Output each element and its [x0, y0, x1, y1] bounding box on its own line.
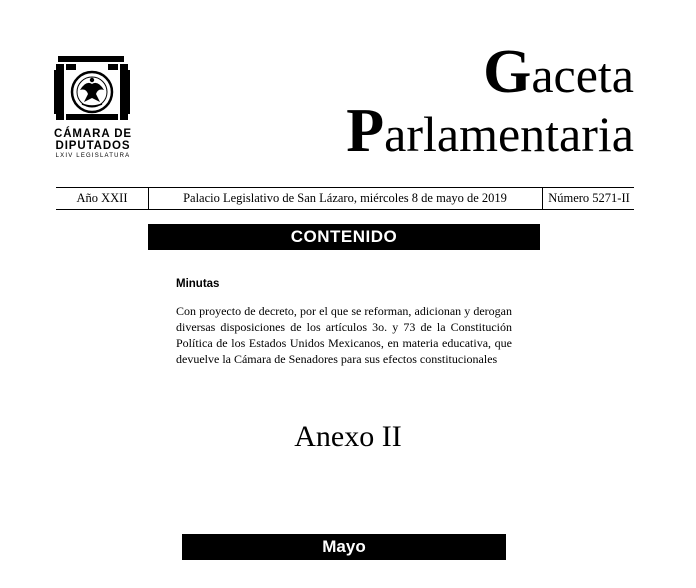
eagle-seal-icon [52, 50, 132, 128]
title-initial-g: G [483, 38, 532, 106]
title-line-gaceta [346, 38, 634, 106]
publication-title [346, 38, 634, 165]
title-initial-p: P [346, 97, 385, 165]
issue-place-date: Palacio Legislativo de San Lázaro, miércoles 8 de mayo de 2019 [183, 191, 507, 205]
logo-text-diputados: DIPUTADOS [55, 140, 131, 152]
title-line-parlamentaria [346, 97, 634, 165]
month-band: Mayo [182, 534, 506, 560]
title-rest-arlamentaria: arlamentaria [384, 106, 634, 162]
contents-band: CONTENIDO [148, 224, 540, 250]
logo-text-camara: CÁMARA DE [54, 128, 132, 140]
title-rest-aceta: aceta [531, 47, 634, 103]
section-body-text: Con proyecto de decreto, por el que se reforman, adicionan y derogan diversas disposiciones de los artículos 3o. y 73 de la Constitución Política de los Estados Unidos Mexicanos, en materia educativa, que devuelve la Cámara de Senadores para sus efectos constitucionales [176, 304, 512, 366]
section-heading: Minutas [176, 278, 220, 290]
issue-number: Número 5271-II [542, 188, 635, 209]
issue-year: Año XXII [56, 188, 149, 209]
issue-header-bar [56, 187, 634, 210]
logo-text-legislatura: LXIV LEGISLATURA [55, 153, 131, 159]
annex-title: Anexo II [294, 420, 402, 453]
